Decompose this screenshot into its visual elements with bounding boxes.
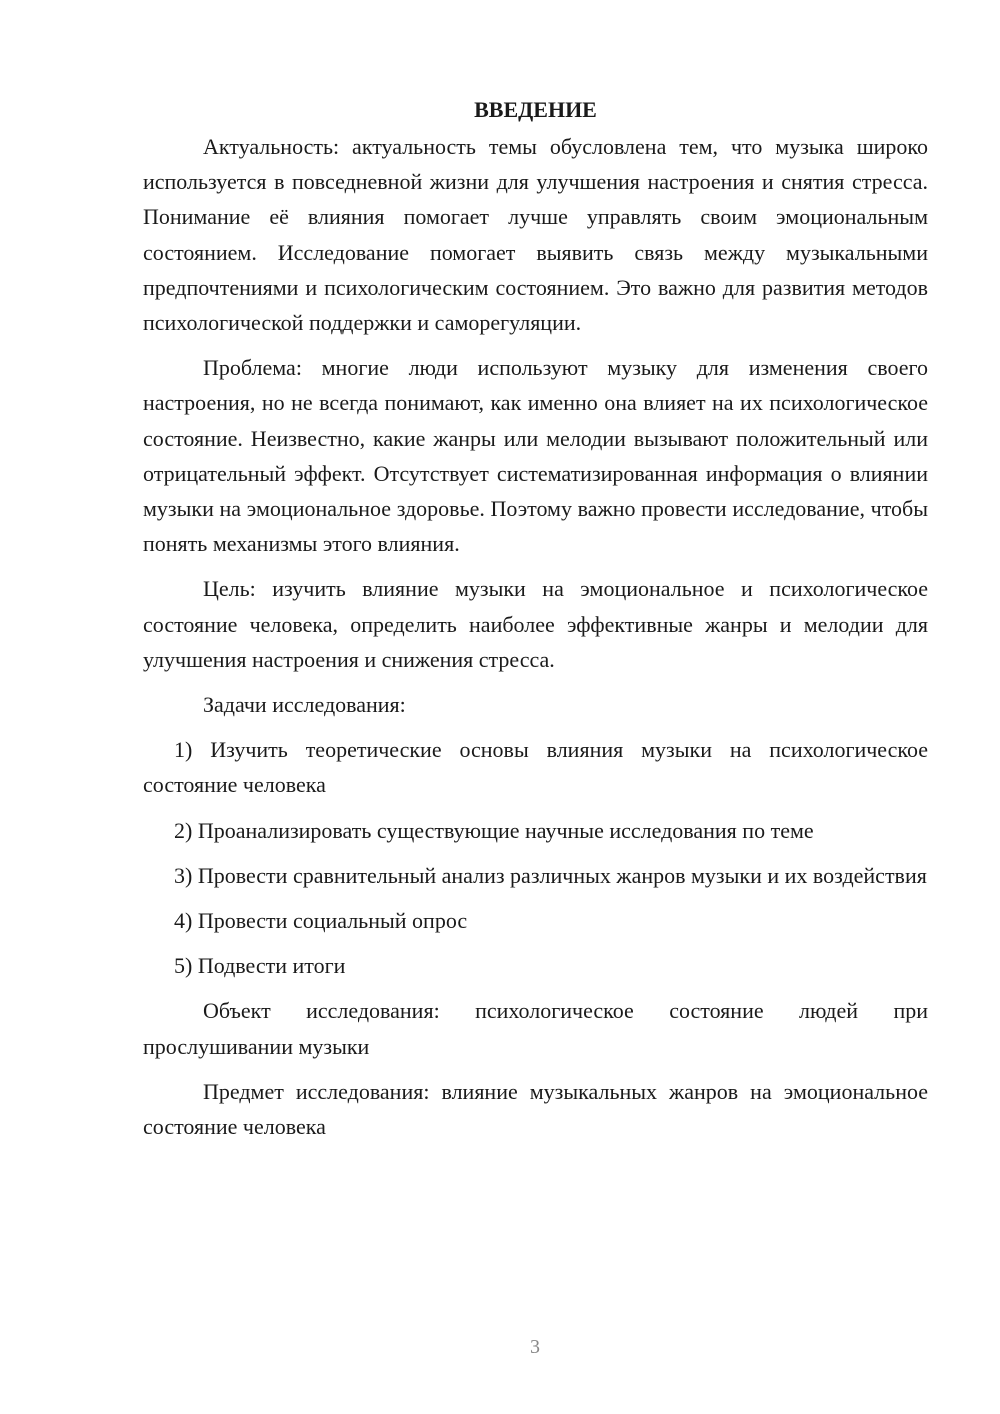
task-item-5: 5) Подвести итоги [174,953,346,979]
subject-paragraph: Предмет исследования: влияние музыкальных жанров на эмоциональное состояние человека [143,1078,928,1140]
object-paragraph: Объект исследования: психологическое состояние людей при прослушивании музыки [143,998,928,1059]
tasks-heading: Задачи исследования: [203,692,406,718]
goal-paragraph: Цель: изучить влияние музыки на эмоциональное и психологическое состояние человека, определить наиболее эффективные жанры и мелодии для улучшения настроения и снижения стресса. [143,576,928,672]
problem-paragraph: Проблема: многие люди используют музыку для изменения своего настроения, но не всегда понимают, как именно она влияет на их психологическое состояние. Неизвестно, какие жанры или мелодии вызывают положительный или отрицательный эффект. Отсутствует систематизированная информация о влиянии музыки на эмоциональное здоровье. Поэтому важно провести исследование, чтобы понять механизмы этого влияния. [143,355,928,557]
document-page [143,92,928,1154]
task-item-3: 3) Провести сравнительный анализ различных жанров музыки и их воздействия [174,862,927,888]
task-item-1: 1) Изучить теоретические основы влияния музыки на психологическое состояние человека [143,737,928,798]
relevance-paragraph: Актуальность: актуальность темы обусловлена тем, что музыка широко используется в повседневной жизни для улучшения настроения и снятия стресса. Понимание её влияния помогает лучше управлять своим эмоциональным состоянием. Исследование помогает выявить связь между музыкальными предпочтениями и психологическим состоянием. Это важно для развития методов психологической поддержки и саморегуляции. [143,134,928,336]
section-heading: ВВЕДЕНИЕ [474,97,597,122]
task-item-2: 2) Проанализировать существующие научные исследования по теме [174,817,814,843]
page-number: 3 [530,1336,540,1358]
task-item-4: 4) Провести социальный опрос [174,908,468,934]
